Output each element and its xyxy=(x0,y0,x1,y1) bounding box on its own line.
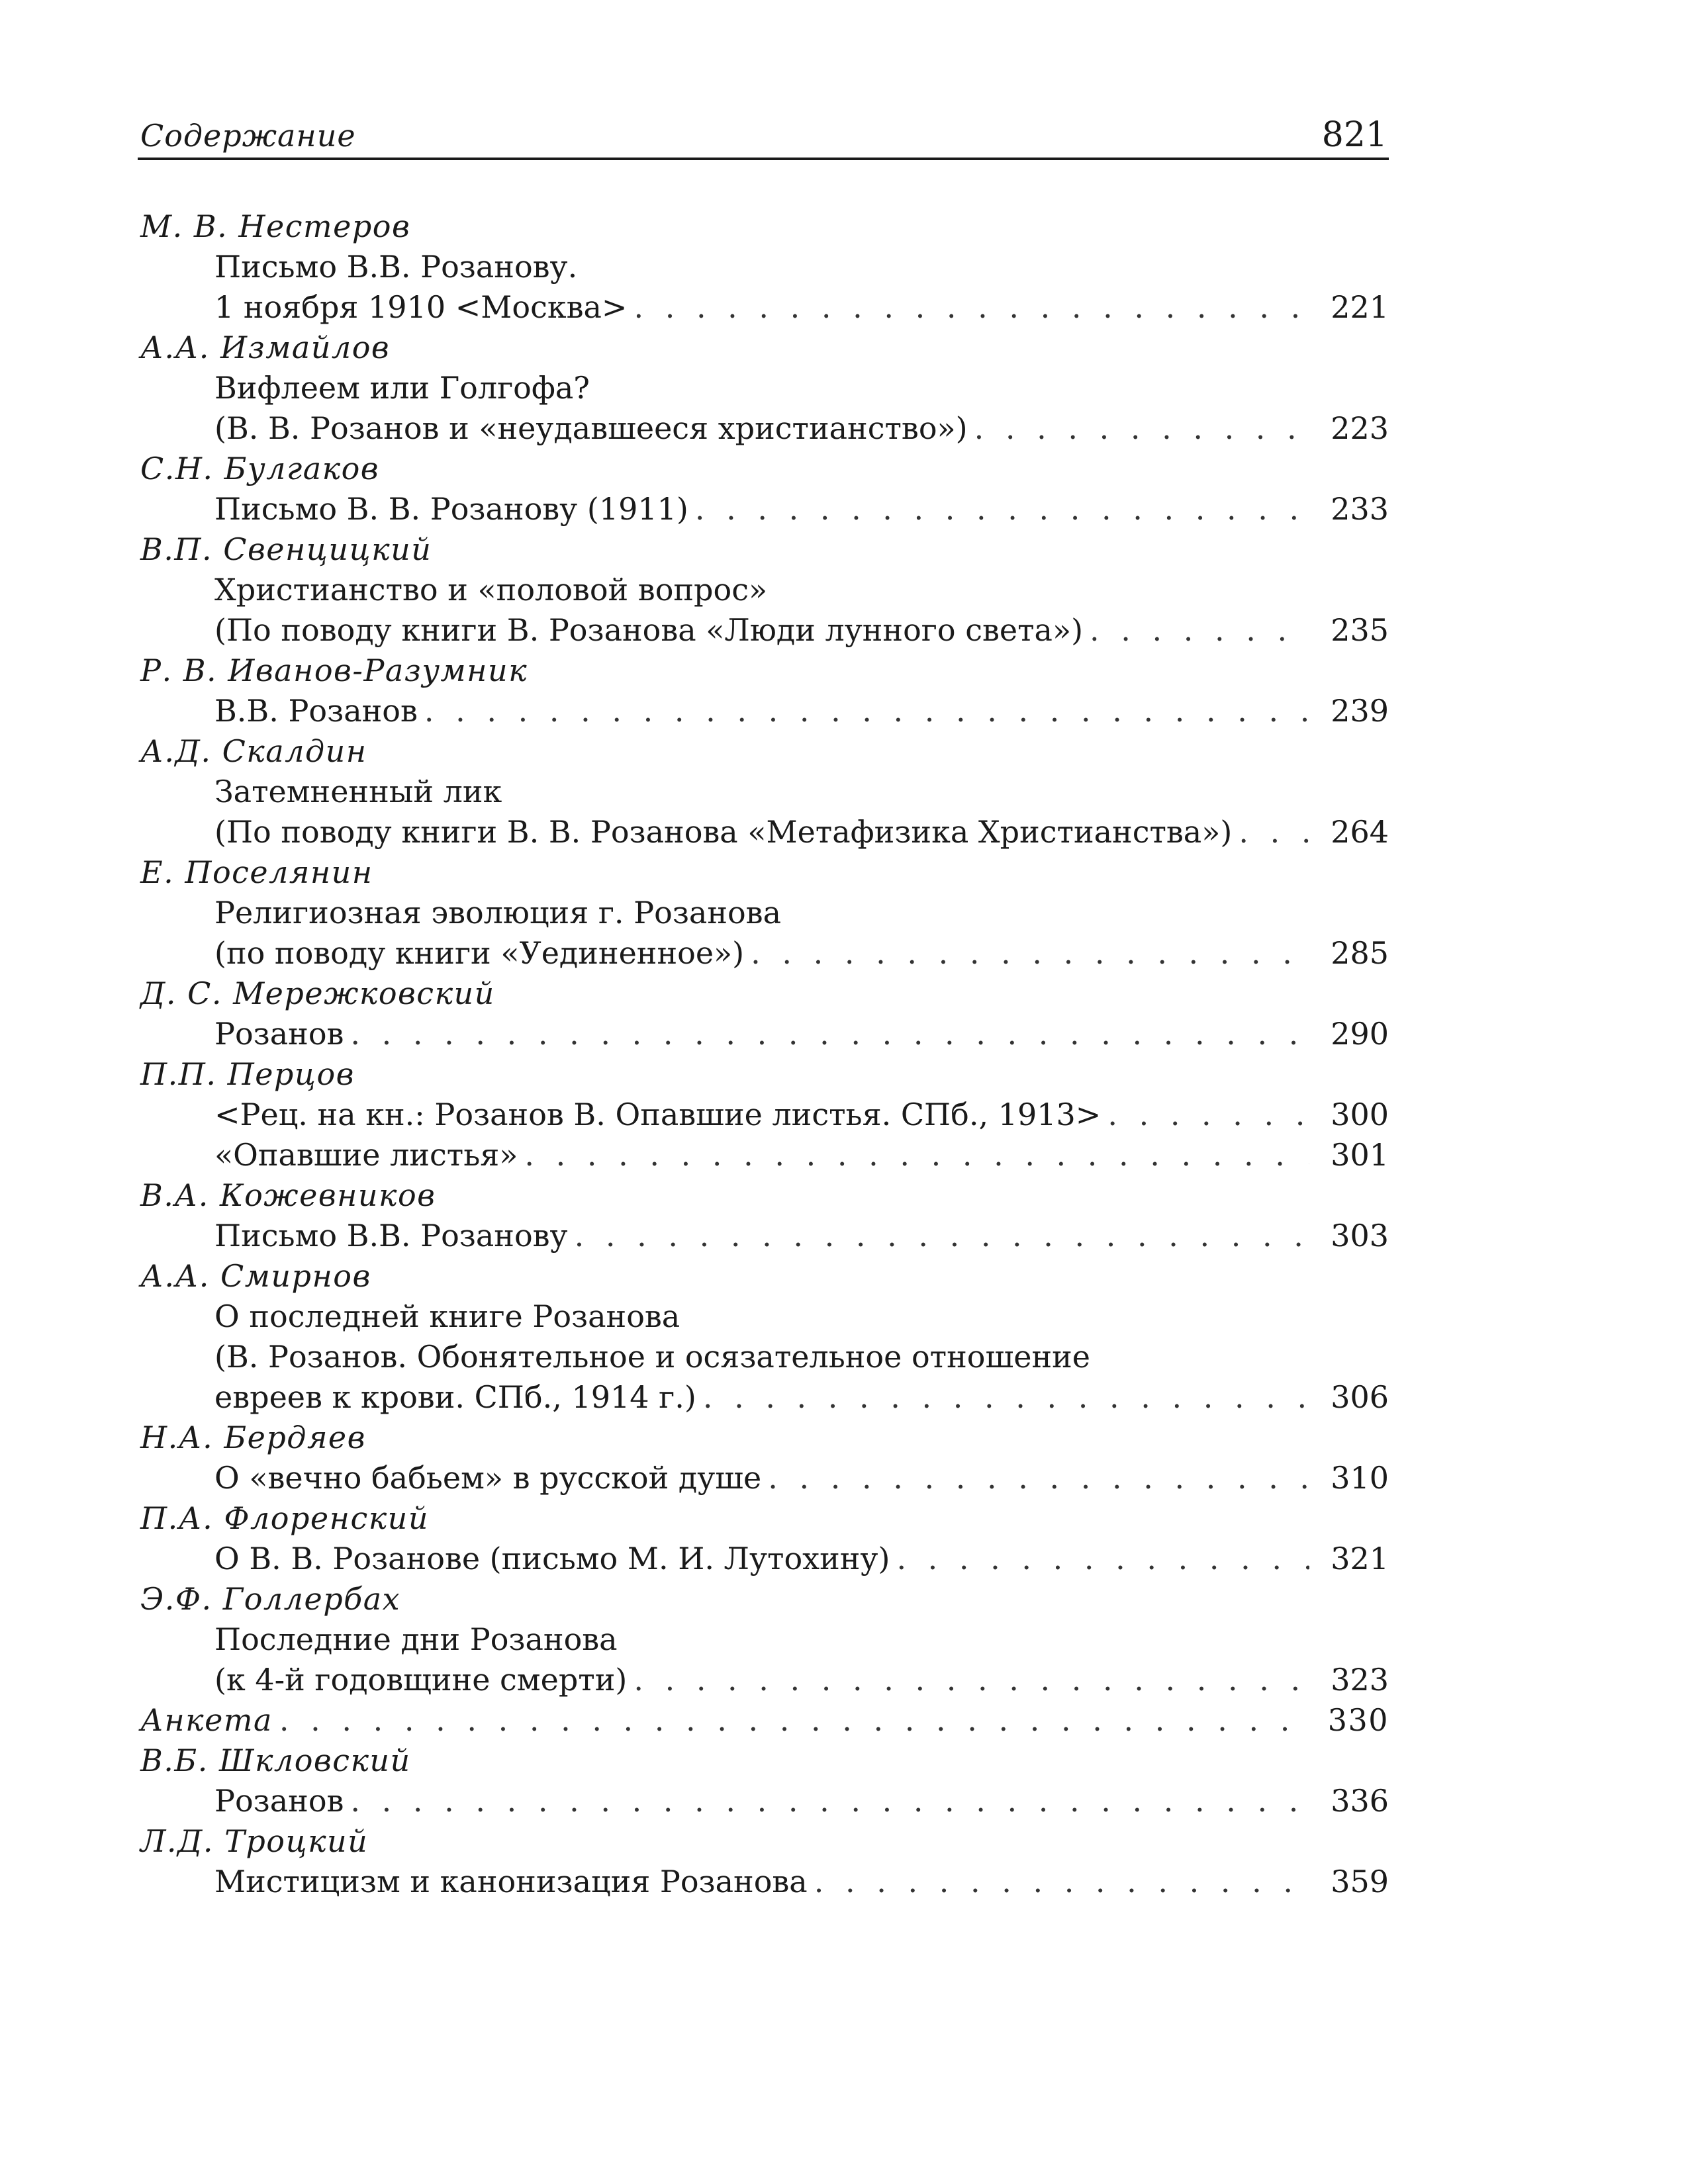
entry-title: Анкета xyxy=(140,1702,273,1738)
toc-entry xyxy=(138,1458,1389,1498)
dot-leader xyxy=(575,1216,1309,1256)
dot-leader xyxy=(974,408,1309,449)
toc-entry xyxy=(138,489,1389,529)
entry-title-line: Письмо В.В. Розанову. xyxy=(214,249,578,285)
entry-title: О В. В. Розанове (письмо М. И. Лутохину) xyxy=(214,1541,890,1576)
toc-author: В.А. Кожевников xyxy=(140,1177,436,1213)
toc-entry xyxy=(138,1095,1389,1135)
entry-title: (По поводу книги В. В. Розанова «Метафизика Христианства») xyxy=(214,814,1233,850)
toc-entry xyxy=(138,691,1389,731)
toc-author: Р. В. Иванов-Разумник xyxy=(140,653,528,688)
running-head xyxy=(138,99,1389,160)
entry-title: В.В. Розанов xyxy=(214,693,418,729)
dot-leader xyxy=(350,1014,1309,1054)
entry-title: «Опавшие листья» xyxy=(214,1137,518,1173)
entry-title: О «вечно бабьем» в русской душе xyxy=(214,1460,762,1496)
entry-page-number: 336 xyxy=(1331,1783,1389,1819)
toc-entry xyxy=(138,1539,1389,1579)
entry-page-number: 239 xyxy=(1331,693,1389,729)
entry-title: Письмо В. В. Розанову (1911) xyxy=(214,491,688,527)
entry-title: (по поводу книги «Уединенное») xyxy=(214,935,745,971)
toc-author: Е. Поселянин xyxy=(140,854,373,890)
entry-page-number: 321 xyxy=(1331,1541,1389,1576)
entry-title-line: Затемненный лик xyxy=(214,774,502,809)
dot-leader xyxy=(814,1862,1309,1902)
entry-title: Розанов xyxy=(214,1016,344,1052)
entry-page-number: 306 xyxy=(1331,1379,1389,1415)
toc-entry xyxy=(138,812,1389,852)
toc-entry xyxy=(138,933,1389,974)
toc-entry xyxy=(138,1135,1389,1175)
entry-page-number: 359 xyxy=(1331,1864,1389,1899)
entry-title: <Рец. на кн.: Розанов В. Опавшие листья. СПб., 1913> xyxy=(214,1097,1102,1132)
entry-title: евреев к крови. СПб., 1914 г.) xyxy=(214,1379,696,1415)
toc-entry xyxy=(138,287,1389,328)
dot-leader xyxy=(703,1377,1309,1418)
page-number: 821 xyxy=(1321,115,1387,155)
entry-page-number: 303 xyxy=(1331,1218,1389,1253)
dot-leader xyxy=(751,933,1309,974)
document-page xyxy=(138,99,1389,1902)
entry-page-number: 310 xyxy=(1331,1460,1389,1496)
running-title: Содержание xyxy=(140,118,356,154)
entry-page-number: 233 xyxy=(1331,491,1389,527)
dot-leader xyxy=(350,1781,1309,1821)
toc-entry xyxy=(138,408,1389,449)
entry-page-number: 235 xyxy=(1331,612,1389,648)
entry-title-line: О последней книге Розанова xyxy=(214,1298,680,1334)
dot-leader xyxy=(424,691,1309,731)
entry-page-number: 330 xyxy=(1327,1702,1389,1738)
dot-leader xyxy=(633,287,1309,328)
dot-leader xyxy=(279,1700,1309,1741)
dot-leader xyxy=(1090,610,1309,651)
toc-author: П.П. Перцов xyxy=(140,1056,355,1092)
toc-author: В.П. Свенцицкий xyxy=(140,531,432,567)
entry-title: Розанов xyxy=(214,1783,344,1819)
toc-entry xyxy=(138,1700,1389,1741)
dot-leader xyxy=(768,1458,1309,1498)
entry-title-line: (В. Розанов. Обонятельное и осязательное отношение xyxy=(214,1339,1090,1375)
toc-author: М. В. Нестеров xyxy=(140,208,411,244)
entry-page-number: 223 xyxy=(1331,410,1389,446)
entry-page-number: 290 xyxy=(1331,1016,1389,1052)
toc-entry xyxy=(138,610,1389,651)
entry-title-line: Последние дни Розанова xyxy=(214,1621,618,1657)
dot-leader xyxy=(1107,1095,1309,1135)
toc-author: С.Н. Булгаков xyxy=(140,451,380,486)
toc-author: Д. С. Мережковский xyxy=(140,976,495,1011)
toc-author: Н.А. Бердяев xyxy=(140,1420,366,1455)
entry-page-number: 285 xyxy=(1331,935,1389,971)
entry-title-line: Христианство и «половой вопрос» xyxy=(214,572,768,608)
toc-author: В.Б. Шкловский xyxy=(140,1743,411,1778)
toc-entry xyxy=(138,1014,1389,1054)
entry-page-number: 301 xyxy=(1331,1137,1389,1173)
toc-entry xyxy=(138,1216,1389,1256)
toc-entry xyxy=(138,1377,1389,1418)
dot-leader xyxy=(896,1539,1309,1579)
entry-title: (В. В. Розанов и «неудавшееся христианство») xyxy=(214,410,968,446)
toc-author: А.А. Измайлов xyxy=(140,330,391,365)
toc-author: Э.Ф. Голлербах xyxy=(140,1581,401,1617)
entry-title: (к 4-й годовщине смерти) xyxy=(214,1662,628,1698)
entry-title: Письмо В.В. Розанову xyxy=(214,1218,568,1253)
entry-page-number: 323 xyxy=(1331,1662,1389,1698)
entry-title: 1 ноября 1910 <Москва> xyxy=(214,289,628,325)
entry-page-number: 221 xyxy=(1331,289,1389,325)
toc-author: А.А. Смирнов xyxy=(140,1258,371,1294)
table-of-contents xyxy=(138,206,1389,1902)
entry-page-number: 300 xyxy=(1331,1097,1389,1132)
entry-title: Мистицизм и канонизация Розанова xyxy=(214,1864,808,1899)
entry-page-number: 264 xyxy=(1331,814,1389,850)
toc-author: П.А. Флоренский xyxy=(140,1500,429,1536)
toc-entry xyxy=(138,1862,1389,1902)
toc-author: А.Д. Скалдин xyxy=(140,733,367,769)
toc-author: Л.Д. Троцкий xyxy=(140,1823,369,1859)
entry-title-line: Религиозная эволюция г. Розанова xyxy=(214,895,782,931)
dot-leader xyxy=(524,1135,1309,1175)
dot-leader xyxy=(633,1660,1309,1700)
entry-title-line: Вифлеем или Голгофа? xyxy=(214,370,590,406)
toc-entry xyxy=(138,1660,1389,1700)
dot-leader xyxy=(695,489,1309,529)
toc-entry xyxy=(138,1781,1389,1821)
entry-title: (По поводу книги В. Розанова «Люди лунного света») xyxy=(214,612,1084,648)
dot-leader xyxy=(1239,812,1309,852)
